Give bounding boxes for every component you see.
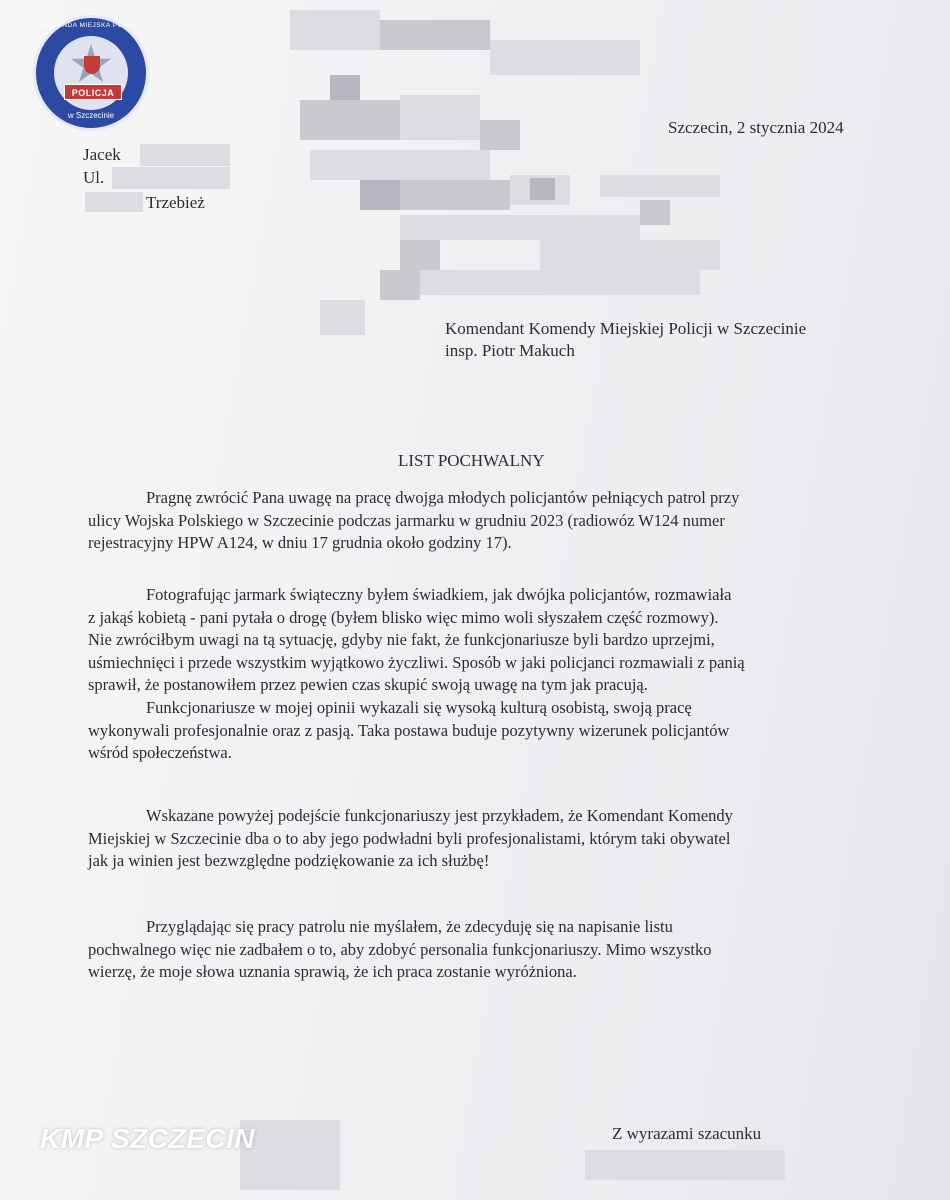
redaction-sender-postcode (85, 192, 143, 212)
paragraph-line: Fotografując jarmark świąteczny byłem świadkiem, jak dwójka policjantów, rozmawiała (146, 585, 732, 604)
shield-icon (84, 56, 100, 74)
paragraph-line: Przyglądając się pracy patrolu nie myślałem, że zdecyduję się na napisanie listu (146, 917, 673, 936)
paragraph-line: Wskazane powyżej podejście funkcjonariuszy jest przykładem, że Komendant Komendy (146, 806, 733, 825)
kmp-watermark: KMP SZCZECIN (40, 1123, 255, 1154)
redaction-bottom (240, 1120, 340, 1190)
paragraph-line: rejestracyjny HPW A124, w dniu 17 grudnia około godziny 17). (88, 533, 512, 552)
recipient-line-2: insp. Piotr Makuch (445, 341, 575, 360)
paragraph-line: ulicy Wojska Polskiego w Szczecinie podczas jarmarku w grudniu 2023 (radiowóz W124 numer (88, 510, 725, 530)
redaction-sender-surname (140, 144, 230, 166)
closing-text: Z wyrazami szacunku (612, 1124, 762, 1143)
paragraph-4 (88, 805, 866, 873)
paragraph-line: sprawił, że postanowiłem przez pewien czas skupić swoją uwagę na tym jak pracują. (88, 675, 648, 694)
sender-city: Trzebież (146, 193, 205, 212)
paragraph-line: z jakąś kobietą - pani pytała o drogę (byłem blisko więc mimo woli słyszałem część rozmowy). (88, 607, 719, 627)
paragraph-line: wśród społeczeństwa. (88, 743, 232, 762)
paragraph-line: wierzę, że moje słowa uznania sprawią, że ich praca zostanie wyróżniona. (88, 962, 577, 981)
paragraph-line: Nie zwróciłbym uwagi na tą sytuację, gdyby nie fakt, że funkcjonariusze byli bardzo uprzejmi, (88, 630, 715, 649)
recipient-line-1: Komendant Komendy Miejskiej Policji w Szczecinie (445, 319, 807, 338)
redaction-signature (585, 1150, 785, 1180)
letter-title: LIST POCHWALNY (398, 451, 545, 470)
letter-date: Szczecin, 2 stycznia 2024 (668, 118, 844, 137)
logo-top-text: KOMENDA MIEJSKA POLICJI (41, 22, 141, 29)
logo-band-text: POLICJA (64, 84, 122, 100)
paragraph-2 (88, 584, 866, 697)
paragraph-3 (88, 697, 866, 765)
paragraph-line: Pragnę zwrócić Pana uwagę na pracę dwojga młodych policjantów pełniących patrol przy (146, 488, 740, 507)
paragraph-line: jak ja winien jest bezwzględne podziękowanie za ich służbę! (88, 851, 490, 870)
paragraph-line: wykonywali profesjonalnie oraz z pasją. Taka postawa buduje pozytywny wizerunek policjantów (88, 720, 730, 740)
paragraph-1 (88, 487, 866, 555)
sender-name: Jacek (83, 145, 121, 164)
paragraph-line: Miejskiej w Szczecinie dba o to aby jego podwładni byli profesjonalistami, którym taki obywatel (88, 828, 731, 848)
paragraph-line: uśmiechnięci i przede wszystkim wyjątkowo życzliwi. Sposób w jaki policjanci rozmawiali z panią (88, 652, 745, 672)
logo-bottom-text: w Szczecinie (67, 111, 115, 120)
police-logo (33, 15, 149, 131)
paragraph-line: Funkcjonariusze w mojej opinii wykazali się wysoką kulturą osobistą, swoją pracę (146, 698, 692, 717)
paragraph-line: pochwalnego więc nie zadbałem o to, aby zdobyć personalia funkcjonariuszy. Mimo wszystko (88, 939, 712, 959)
sender-street: Ul. (83, 168, 105, 187)
paragraph-5 (88, 916, 866, 984)
redaction-sender-street (112, 167, 230, 189)
